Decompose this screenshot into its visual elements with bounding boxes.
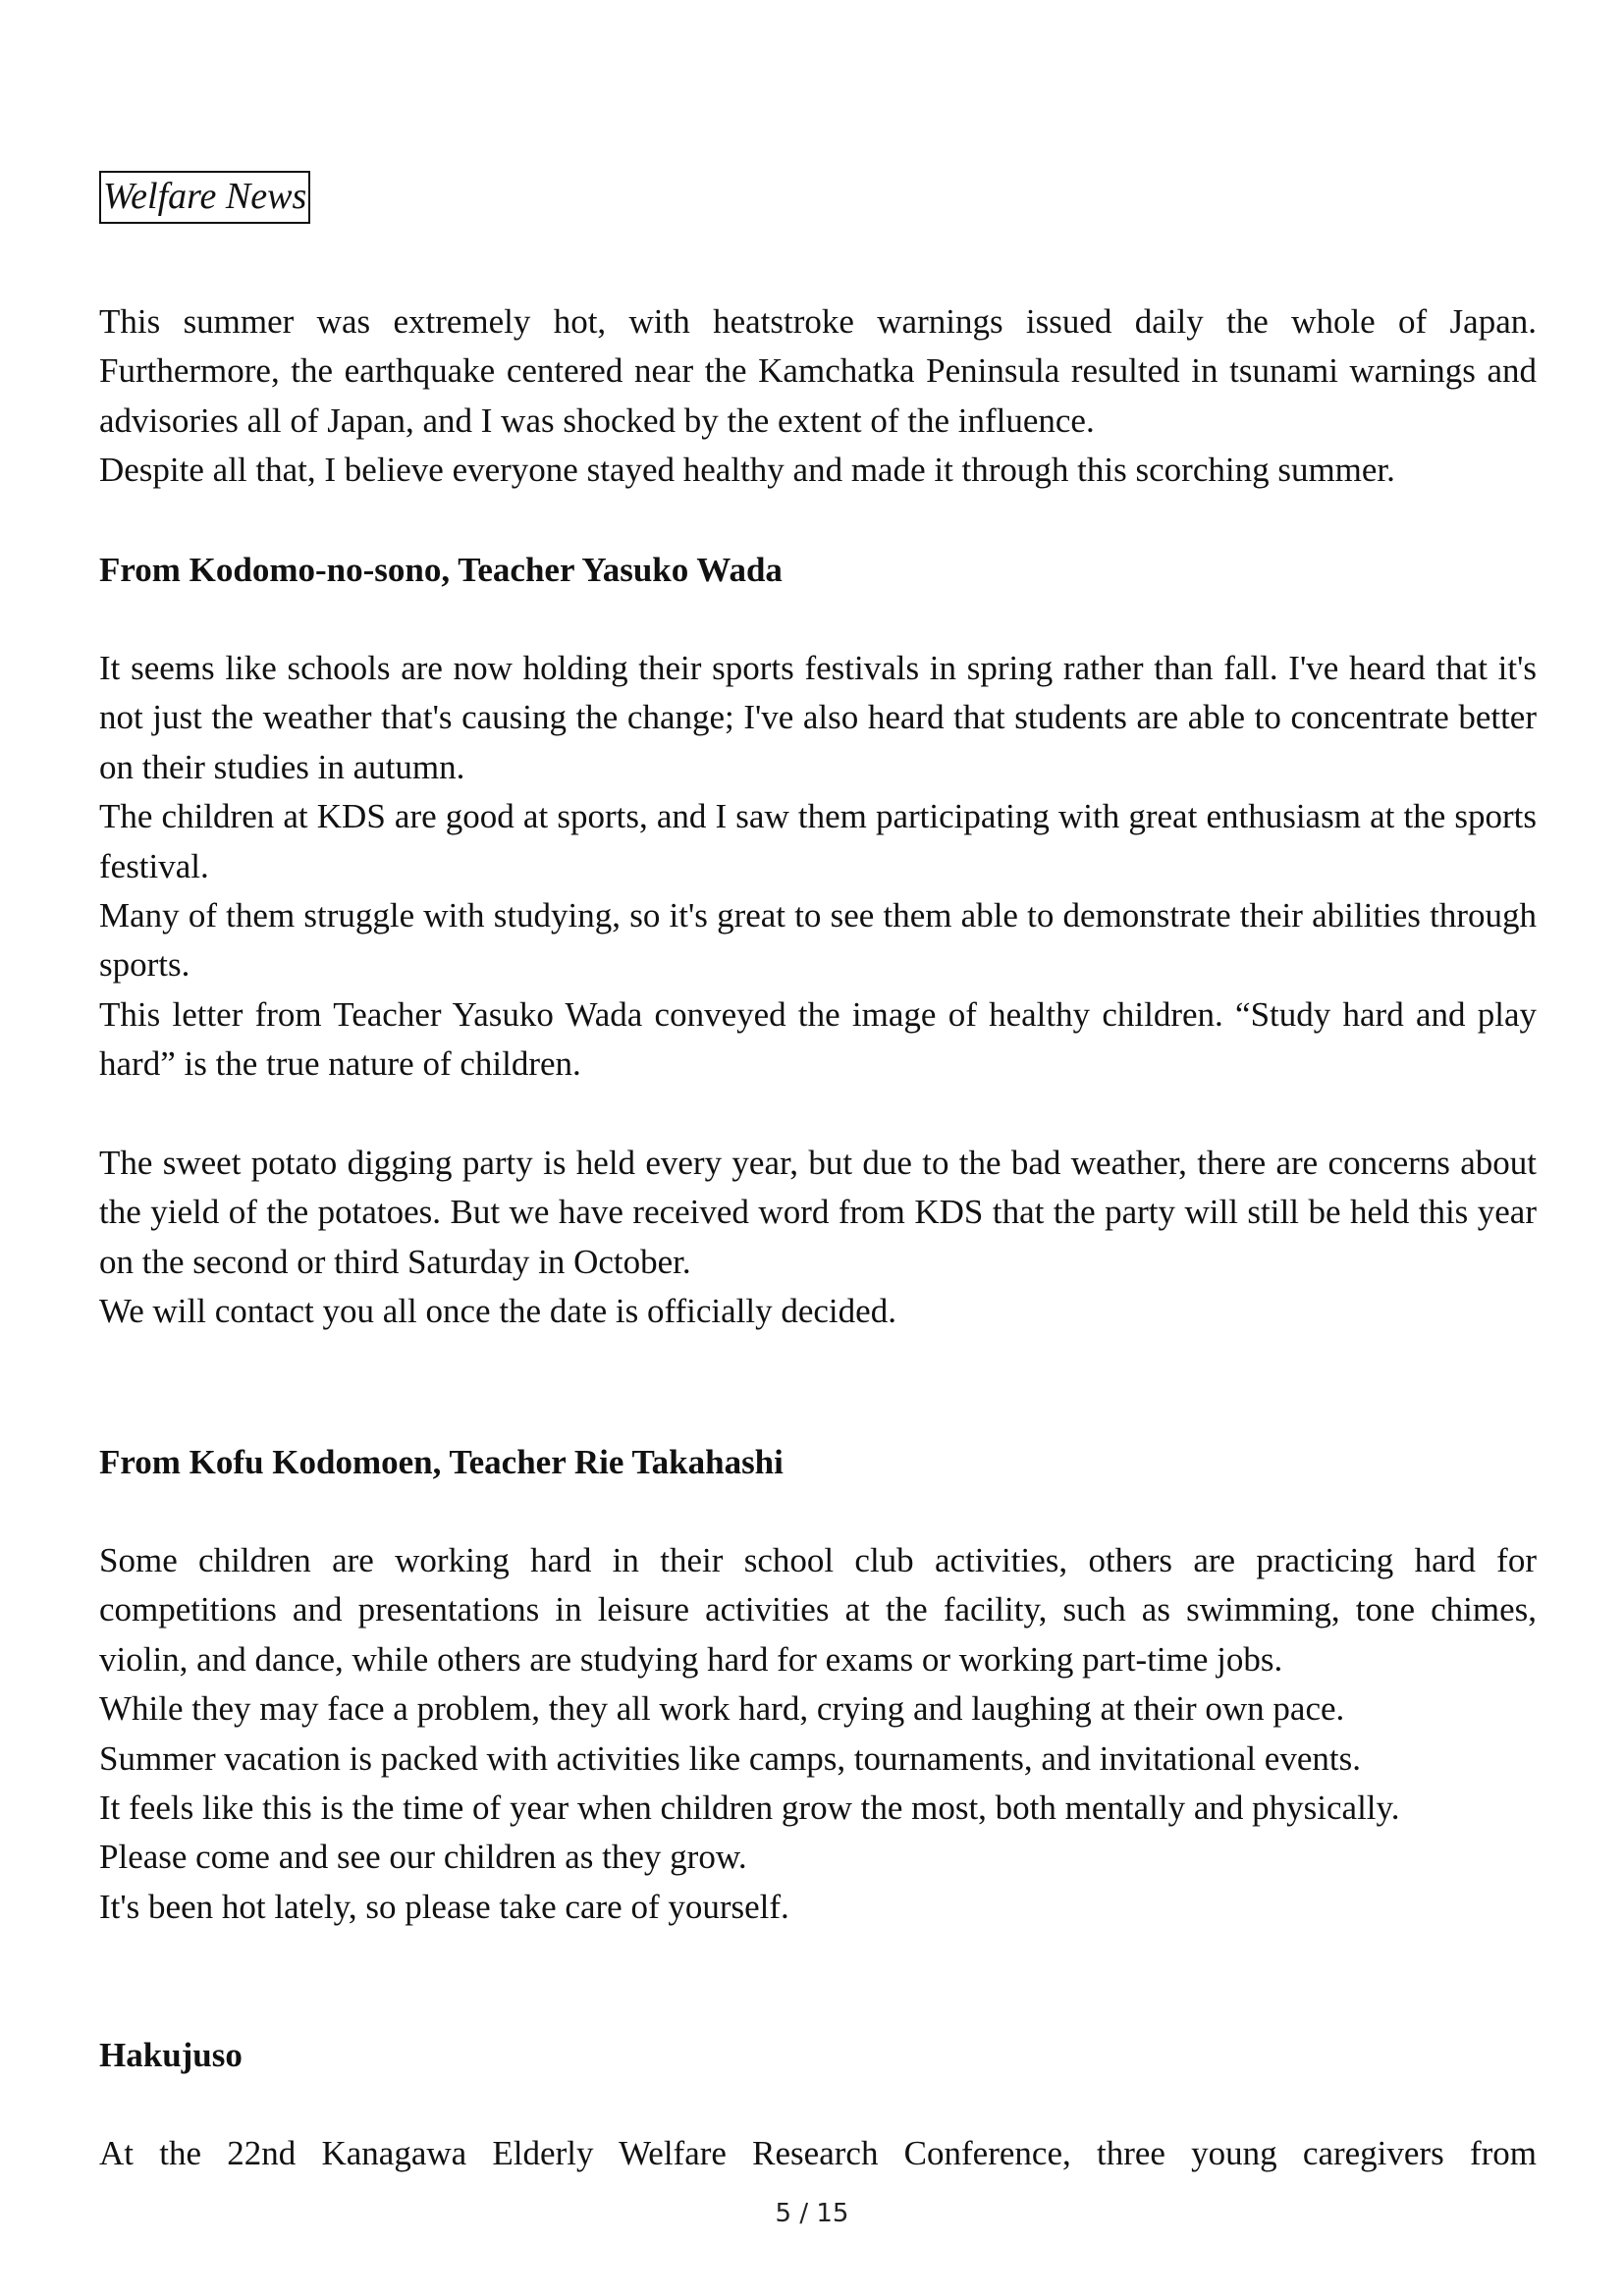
section-heading-kofu-kodomoen: From Kofu Kodomoen, Teacher Rie Takahashi	[99, 1443, 784, 1481]
body-paragraph: The children at KDS are good at sports, and I saw them participating with great enthusiasm at the sports festival.	[99, 797, 1537, 885]
section-hakujuso-body	[99, 2129, 1537, 2178]
section-kodomo-no-sono-body	[99, 644, 1537, 1090]
body-paragraph: While they may face a problem, they all work hard, crying and laughing at their own pace.	[99, 1689, 1345, 1729]
intro-block	[99, 297, 1537, 496]
section-kodomo-no-sono-body-2	[99, 1139, 1537, 1337]
intro-paragraph: Despite all that, I believe everyone stayed healthy and made it through this scorching summer.	[99, 451, 1395, 490]
section-kofu-kodomoen-body	[99, 1536, 1537, 1932]
body-paragraph: Many of them struggle with studying, so it's great to see them able to demonstrate their abilities through sports.	[99, 896, 1537, 985]
section-heading-kodomo-no-sono: From Kodomo-no-sono, Teacher Yasuko Wada	[99, 551, 783, 589]
section-heading-hakujuso: Hakujuso	[99, 2036, 243, 2074]
body-paragraph: Please come and see our children as they grow.	[99, 1838, 747, 1877]
body-paragraph: This letter from Teacher Yasuko Wada conveyed the image of healthy children. “Study hard and play hard” is the true nature of children.	[99, 994, 1537, 1084]
intro-paragraph: This summer was extremely hot, with heatstroke warnings issued daily the whole of Japan. Furthermore, the earthquake centered near the Kamchatka Peninsula resulted in tsunami warnings and advisories all of Japan, and I was shocked by the extent of the influence.	[99, 302, 1537, 440]
body-paragraph: Summer vacation is packed with activities like camps, tournaments, and invitational events.	[99, 1738, 1361, 1778]
body-paragraph: Some children are working hard in their school club activities, others are practicing hard for competitions and presentations in leisure activities at the facility, such as swimming, tone chimes, violin, and dance, while others are studying hard for exams or working part-time jobs.	[99, 1541, 1537, 1679]
body-paragraph: At the 22nd Kanagawa Elderly Welfare Research Conference, three young caregivers from	[99, 2134, 1537, 2172]
body-paragraph: It seems like schools are now holding their sports festivals in spring rather than fall. I've heard that it's not just the weather that's causing the change; I've also heard that students are able to concentrate better on their studies in autumn.	[99, 649, 1537, 786]
body-paragraph: It feels like this is the time of year when children grow the most, both mentally and physically.	[99, 1789, 1400, 1828]
page-indicator: 5 / 15	[775, 2199, 849, 2228]
body-paragraph: It's been hot lately, so please take care of yourself.	[99, 1887, 789, 1926]
body-paragraph: The sweet potato digging party is held every year, but due to the bad weather, there are concerns about the yield of the potatoes. But we have received word from KDS that the party will still be held this year on the second or third Saturday in October.	[99, 1144, 1537, 1281]
page-title: Welfare News	[99, 171, 310, 224]
body-paragraph: We will contact you all once the date is officially decided.	[99, 1292, 896, 1331]
